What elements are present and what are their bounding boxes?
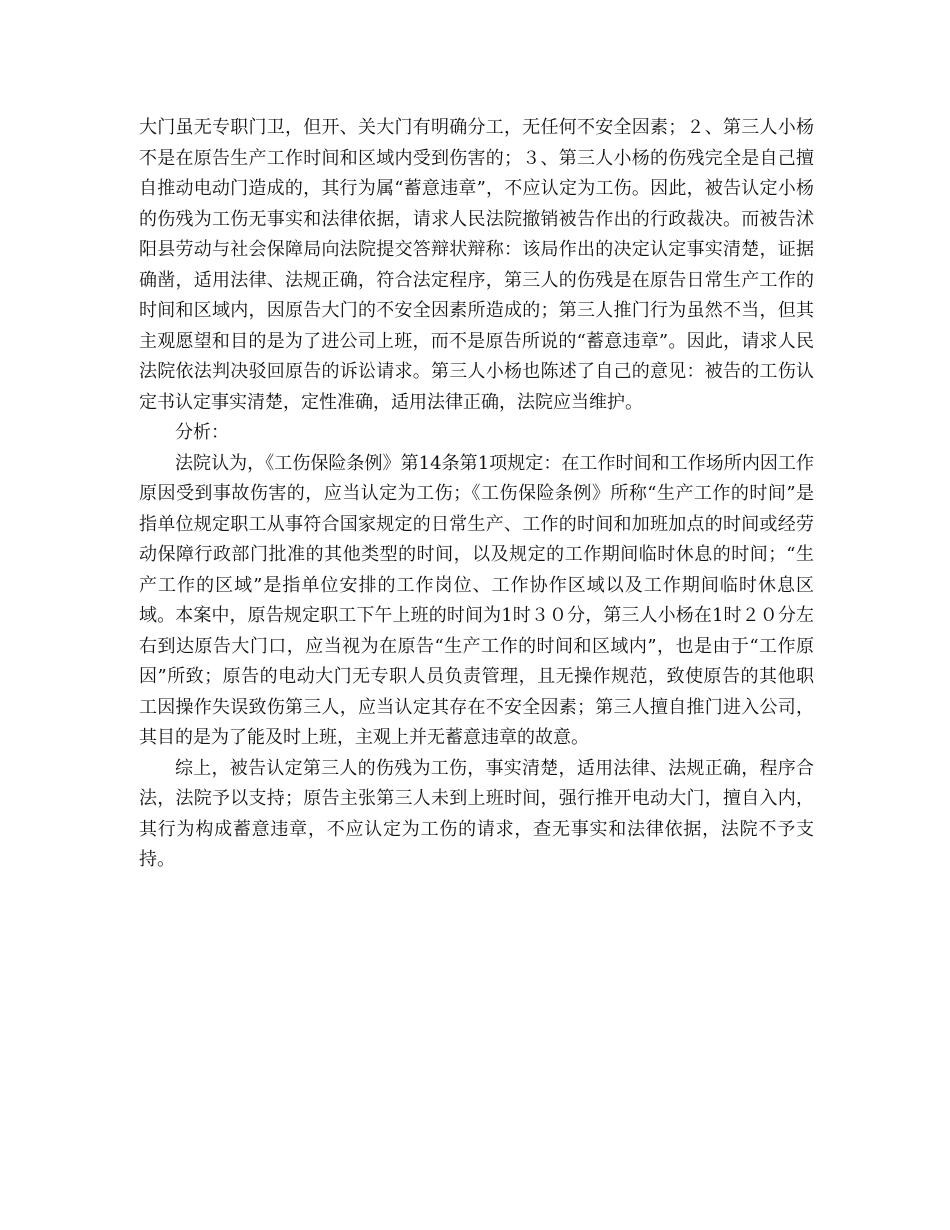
paragraph-analysis-heading: 分析： [175, 422, 229, 443]
paragraph-conclusion: 综上，被告认定第三人的伤残为工伤，事实清楚，适用法律、法规正确，程序合法，法院予以支持；原告主张第三人未到上班时间，强行推开电动大门，擅自入内，其行为构成蓄意违章，不应认定为工伤的请求，查无事实和法律依据，法院不予支持。 [139, 757, 814, 870]
document-body [139, 113, 814, 876]
paragraph-court-reasoning: 法院认为，《工伤保险条例》第14条第1项规定：在工作时间和工作场所内因工作原因受到事故伤害的，应当认定为工伤；《工伤保险条例》所称“生产工作的时间”是指单位规定职工从事符合国家规定的日常生产、工作的时间和加班加点的时间或经劳动保障行政部门批准的其他类型的时间，以及规定的工作期间临时休息的时间；“生产工作的区域”是指单位安排的工作岗位、工作协作区域以及工作期间临时休息区域。本案中，原告规定职工下午上班的时间为1时３０分，第三人小杨在1时２０分左右到达原告大门口，应当视为在原告“生产工作的时间和区域内”，也是由于“工作原因”所致；原告的电动大门无专职人员负责管理，且无操作规范，致使原告的其他职工因操作失误致伤第三人，应当认定其存在不安全因素；第三人擅自推门进入公司，其目的是为了能及时上班，主观上并无蓄意违章的故意。 [139, 452, 814, 748]
paragraph-plaintiff-claims: 大门虽无专职门卫，但开、关大门有明确分工，无任何不安全因素；２、第三人小杨不是在原告生产工作时间和区域内受到伤害的；３、第三人小杨的伤残完全是自己擅自推动电动门造成的，其行为属“蓄意违章”，不应认定为工伤。因此，被告认定小杨的伤残为工伤无事实和法律依据，请求人民法院撤销被告作出的行政裁决。而被告沭阳县劳动与社会保障局向法院提交答辩状辩称：该局作出的决定认定事实清楚，证据确凿，适用法律、法规正确，符合法定程序，第三人的伤残是在原告日常生产工作的时间和区域内，因原告大门的不安全因素所造成的；第三人推门行为虽然不当，但其主观愿望和目的是为了进公司上班，而不是原告所说的“蓄意违章”。因此，请求人民法院依法判决驳回原告的诉讼请求。第三人小杨也陈述了自己的意见：被告的工伤认定书认定事实清楚，定性准确，适用法律正确，法院应当维护。 [139, 117, 814, 413]
